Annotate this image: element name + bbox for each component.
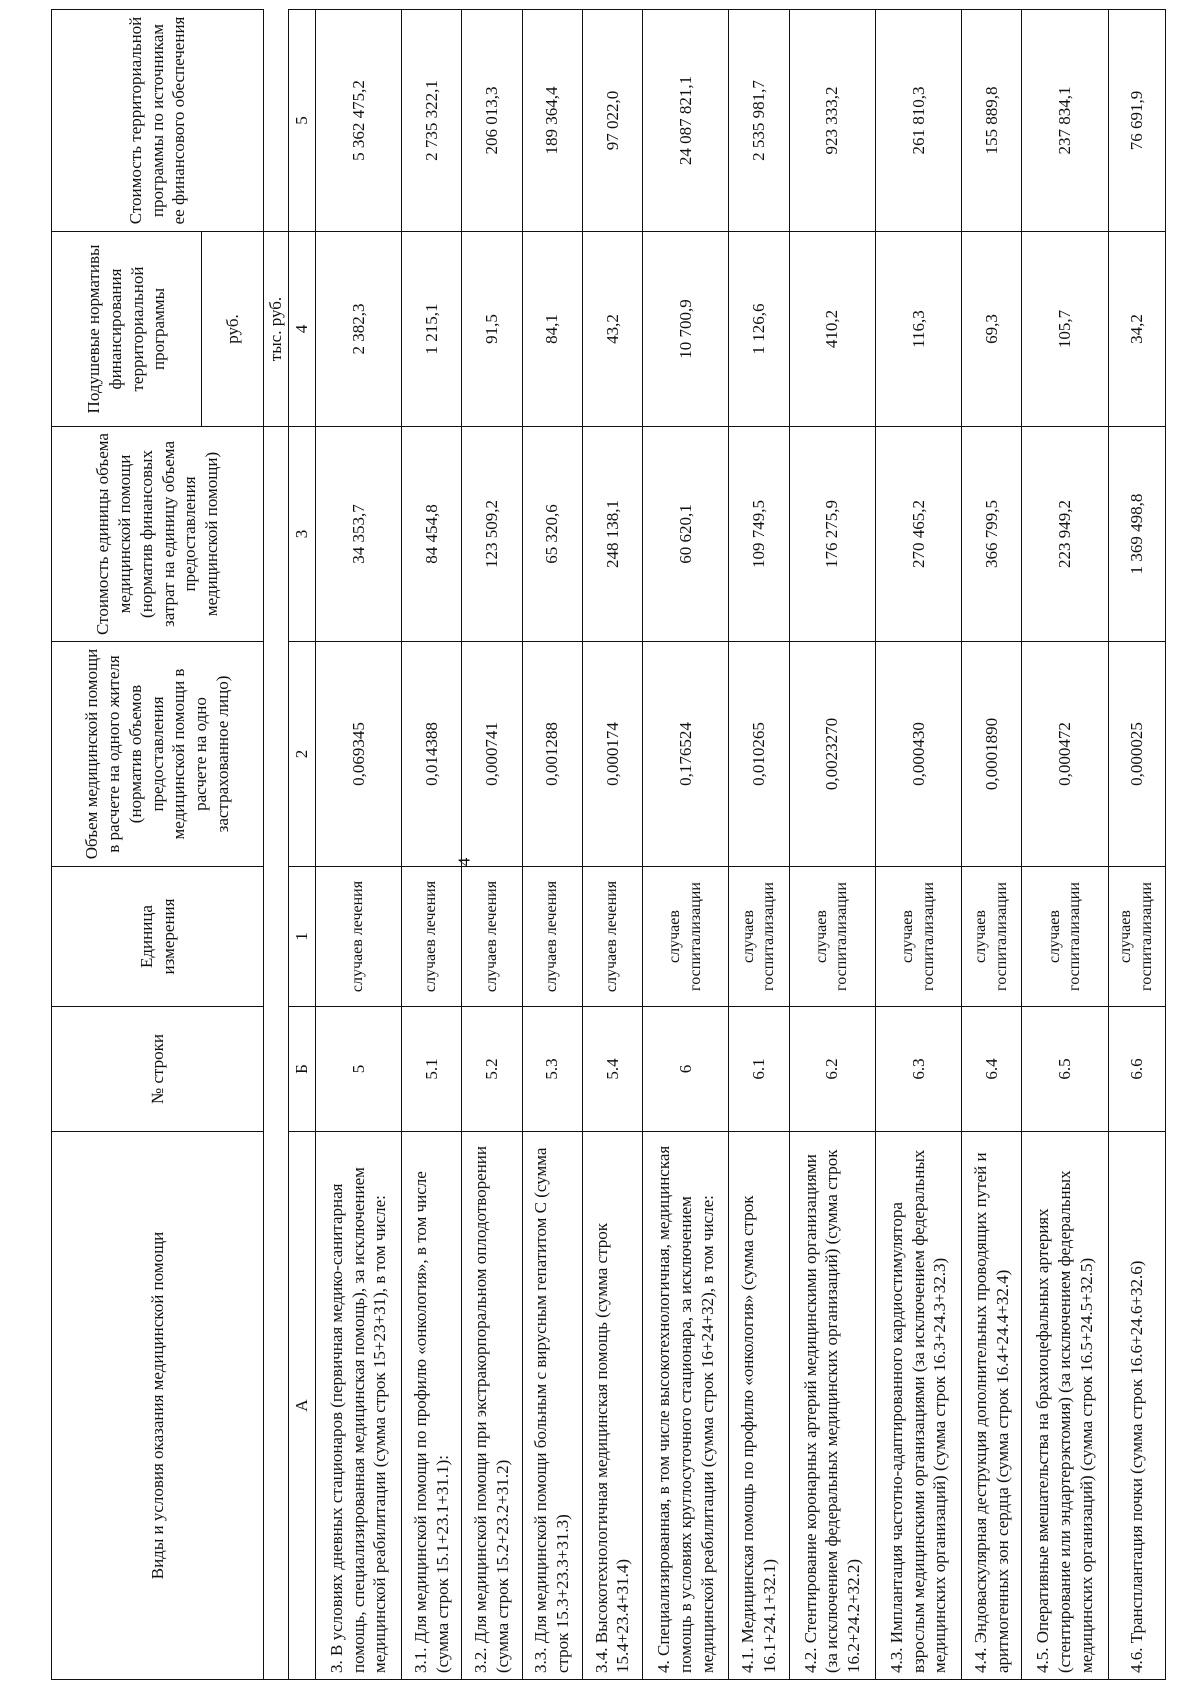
row-cost-total: 97 022,0 [582,10,642,232]
row-cost-total: 2 735 322,1 [402,10,462,232]
row-cost-unit: 123 509,2 [462,427,522,642]
header-cost-total: Стоимость территориальной программы по источникам ее финансового обеспечения [52,10,264,232]
row-unit: случаев лечения [402,867,462,1007]
financing-table [51,9,1166,1680]
row-cost-total: 261 810,3 [875,10,961,232]
row-cost-total: 24 087 821,1 [643,10,729,232]
row-cost-unit: 223 949,2 [1022,427,1108,642]
row-unit: случаев лечения [315,867,401,1007]
row-cost-unit: 60 620,1 [643,427,729,642]
row-volume: 0,000174 [582,642,642,867]
row-name: 4.4. Эндоваскулярная деструкция дополнительных проводящих путей и аритмогенных зон сердца (сумма строк 16.4+24.4+32.4) [962,1132,1022,1680]
header-cost-total-unit: тыс. руб. [264,232,289,427]
row-volume: 0,0023270 [789,642,875,867]
row-volume: 0,001288 [522,642,582,867]
row-unit: случаев госпитализации [962,867,1022,1007]
row-volume: 0,000472 [1022,642,1108,867]
table-row [875,10,961,1680]
page-number: 4 [454,857,474,867]
row-number: 6.4 [962,1007,1022,1132]
row-name: 3.4. Высокотехнологичная медицинская помощь (сумма строк 15.4+23.4+31.4) [582,1132,642,1680]
row-volume: 0,000025 [1108,642,1165,867]
rotated-table-container [51,10,1166,1680]
row-per-capita: 2 382,3 [315,232,401,427]
row-cost-unit: 65 320,6 [522,427,582,642]
header-per-capita-unit: руб. [202,232,264,427]
row-unit: случаев госпитализации [1022,867,1108,1007]
row-name: 4.6. Трансплантация почки (сумма строк 16.6+24.6+32.6) [1108,1132,1165,1680]
column-numbers-row [288,10,315,1680]
table-row [1108,10,1165,1680]
row-number: 6.5 [1022,1007,1108,1132]
column-number: А [288,1132,315,1680]
table-row [643,10,729,1680]
row-cost-total: 155 889,8 [962,10,1022,232]
row-volume: 0,014388 [402,642,462,867]
row-unit: случаев госпитализации [875,867,961,1007]
row-unit: случаев лечения [582,867,642,1007]
row-name: 4.3. Имплантация частотно-адаптированного кардиостимулятора взрослым медицинскими организациями (за исключением федеральных медицинских организаций) (сумма строк 16.3+24.3+32.3) [875,1132,961,1680]
row-cost-total: 189 364,4 [522,10,582,232]
row-cost-unit: 84 454,8 [402,427,462,642]
column-number: 1 [288,867,315,1007]
row-name: 4.1. Медицинская помощь по профилю «онкология» (сумма строк 16.1+24.1+32.1) [729,1132,789,1680]
row-number: 6.6 [1108,1007,1165,1132]
header-per-capita: Подушевые нормативы финансирования территориальной программы [52,232,202,427]
row-cost-unit: 248 138,1 [582,427,642,642]
table-row [402,10,462,1680]
row-cost-total: 237 834,1 [1022,10,1108,232]
unit-row-spacer [264,427,289,1680]
row-per-capita: 116,3 [875,232,961,427]
row-per-capita: 105,7 [1022,232,1108,427]
row-unit: случаев госпитализации [643,867,729,1007]
row-cost-unit: 1 369 498,8 [1108,427,1165,642]
row-cost-total: 5 362 475,2 [315,10,401,232]
header-volume: Объем медицинской помощи в расчете на одного жителя (норматив объемов предоставления медицинской помощи в расчете на одно застрахованное лицо) [52,642,264,867]
row-number: 6.3 [875,1007,961,1132]
row-number: 6 [643,1007,729,1132]
row-per-capita: 34,2 [1108,232,1165,427]
row-cost-total: 923 333,2 [789,10,875,232]
row-unit: случаев госпитализации [1108,867,1165,1007]
row-number: 6.2 [789,1007,875,1132]
table-row [962,10,1022,1680]
row-cost-unit: 366 799,5 [962,427,1022,642]
row-per-capita: 410,2 [789,232,875,427]
row-name: 4.2. Стентирование коронарных артерий медицинскими организациями (за исключением федеральных медицинских организаций) (сумма строк 16.2+24.2+32.2) [789,1132,875,1680]
header-cost-unit: Стоимость единицы объема медицинской помощи (норматив финансовых затрат на единицу объема предоставления медицинской помощи) [52,427,264,642]
row-number: 5 [315,1007,401,1132]
column-number: 3 [288,427,315,642]
row-unit: случаев лечения [522,867,582,1007]
column-number: 5 [288,10,315,232]
row-name: 4.5. Оперативные вмешательства на брахиоцефальных артериях (стентирование или эндартерэктомия) (за исключением федеральных медицинских организаций) (сумма строк 16.5+24.5+32.5) [1022,1132,1108,1680]
row-cost-total: 2 535 981,7 [729,10,789,232]
row-cost-unit: 176 275,9 [789,427,875,642]
row-volume: 0,000741 [462,642,522,867]
row-volume: 0,176524 [643,642,729,867]
row-per-capita: 1 215,1 [402,232,462,427]
row-volume: 0,069345 [315,642,401,867]
row-per-capita: 43,2 [582,232,642,427]
row-name: 3.1. Для медицинской помощи по профилю «онкология», в том числе (сумма строк 15.1+23.1+31.1): [402,1132,462,1680]
row-per-capita: 84,1 [522,232,582,427]
row-number: 5.3 [522,1007,582,1132]
column-number: 4 [288,232,315,427]
row-name: 4. Специализированная, в том числе высокотехнологичная, медицинская помощь в условиях круглосуточного стационара, за исключением медицинской реабилитации (сумма строк 16+24+32), в том числе: [643,1132,729,1680]
row-number: 5.1 [402,1007,462,1132]
row-per-capita: 1 126,6 [729,232,789,427]
row-per-capita: 69,3 [962,232,1022,427]
header-type: Виды и условия оказания медицинской помощи [52,1132,264,1680]
table-row [462,10,522,1680]
row-unit: случаев госпитализации [729,867,789,1007]
row-unit: случаев лечения [462,867,522,1007]
table-row [1022,10,1108,1680]
table-row [789,10,875,1680]
row-name: 3. В условиях дневных стационаров (первичная медико-санитарная помощь, специализированная медицинская помощь), за исключением медицинской реабилитации (сумма строк 15+23+31), в том числе: [315,1132,401,1680]
table-row [582,10,642,1680]
column-number: 2 [288,642,315,867]
header-row-no: № строки [52,1007,264,1132]
row-number: 5.4 [582,1007,642,1132]
row-per-capita: 91,5 [462,232,522,427]
row-volume: 0,000430 [875,642,961,867]
row-number: 5.2 [462,1007,522,1132]
row-cost-unit: 109 749,5 [729,427,789,642]
row-number: 6.1 [729,1007,789,1132]
row-unit: случаев госпитализации [789,867,875,1007]
row-volume: 0,010265 [729,642,789,867]
row-volume: 0,0001890 [962,642,1022,867]
column-number: Б [288,1007,315,1132]
row-cost-unit: 270 465,2 [875,427,961,642]
row-cost-unit: 34 353,7 [315,427,401,642]
table-row [729,10,789,1680]
row-name: 3.3. Для медицинской помощи больным с вирусным гепатитом С (сумма строк 15.3+23.3+31.3) [522,1132,582,1680]
table-row [522,10,582,1680]
row-cost-total: 76 691,9 [1108,10,1165,232]
row-name: 3.2. Для медицинской помощи при экстракорпоральном оплодотворении (сумма строк 15.2+23.2+31.2) [462,1132,522,1680]
table-row [315,10,401,1680]
row-cost-total: 206 013,3 [462,10,522,232]
row-per-capita: 10 700,9 [643,232,729,427]
header-unit: Единица измерения [52,867,264,1007]
